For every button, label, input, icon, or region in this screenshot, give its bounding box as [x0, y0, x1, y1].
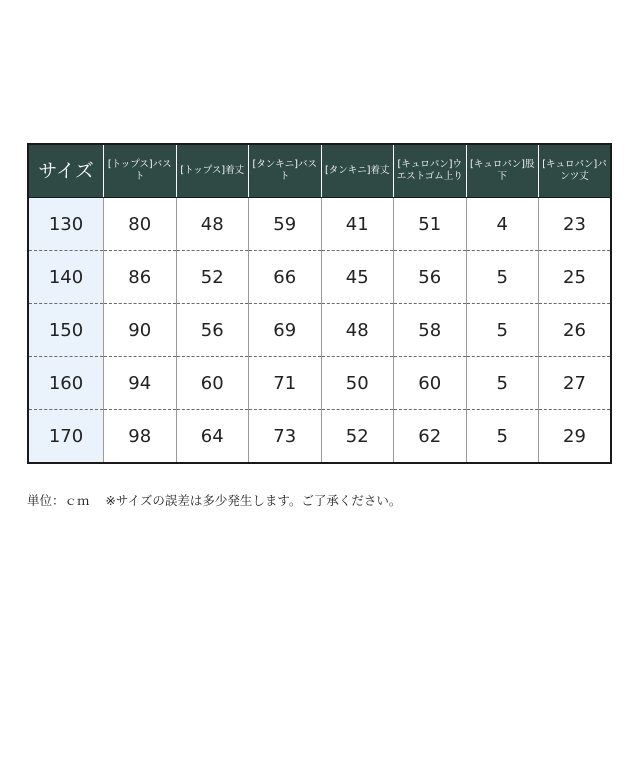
table-cell: 5 [466, 251, 539, 304]
header-row [28, 144, 611, 198]
header-culottes-waist: [キュロパン]ウエストゴム上り [394, 144, 467, 198]
table-cell: 4 [466, 198, 539, 251]
size-cell: 160 [28, 357, 104, 410]
table-cell: 48 [321, 304, 394, 357]
table-cell: 60 [176, 357, 249, 410]
header-tankini-length: [タンキニ]着丈 [321, 144, 394, 198]
table-cell: 27 [539, 357, 612, 410]
table-cell: 64 [176, 410, 249, 464]
table-cell: 56 [176, 304, 249, 357]
size-note [27, 491, 401, 509]
table-cell: 50 [321, 357, 394, 410]
table-cell: 29 [539, 410, 612, 464]
header-culottes-pants-length: [キュロパン]パンツ丈 [539, 144, 612, 198]
header-tankini-bust: [タンキニ]バスト [249, 144, 322, 198]
table-row [28, 357, 611, 410]
header-tops-length: [トップス]着丈 [176, 144, 249, 198]
table-cell: 23 [539, 198, 612, 251]
table-cell: 80 [104, 198, 177, 251]
table-cell: 73 [249, 410, 322, 464]
table-cell: 66 [249, 251, 322, 304]
table-cell: 25 [539, 251, 612, 304]
table-cell: 52 [321, 410, 394, 464]
header-culottes-inseam: [キュロパン]股下 [466, 144, 539, 198]
table-cell: 26 [539, 304, 612, 357]
size-cell: 130 [28, 198, 104, 251]
table-cell: 52 [176, 251, 249, 304]
table-cell: 90 [104, 304, 177, 357]
size-cell: 150 [28, 304, 104, 357]
table-cell: 5 [466, 410, 539, 464]
table-cell: 41 [321, 198, 394, 251]
table-cell: 51 [394, 198, 467, 251]
table-cell: 71 [249, 357, 322, 410]
table-cell: 62 [394, 410, 467, 464]
table-cell: 56 [394, 251, 467, 304]
table-cell: 69 [249, 304, 322, 357]
table-cell: 5 [466, 357, 539, 410]
size-cell: 140 [28, 251, 104, 304]
table-cell: 59 [249, 198, 322, 251]
table-cell: 60 [394, 357, 467, 410]
table-cell: 98 [104, 410, 177, 464]
table-cell: 48 [176, 198, 249, 251]
size-cell: 170 [28, 410, 104, 464]
size-disclaimer: ※サイズの誤差は多少発生します。ご了承ください。 [105, 493, 402, 508]
size-chart-table [27, 143, 612, 464]
table-cell: 94 [104, 357, 177, 410]
table-row [28, 304, 611, 357]
table-row [28, 198, 611, 251]
table-cell: 58 [394, 304, 467, 357]
header-tops-bust: [トップス]バスト [104, 144, 177, 198]
table-cell: 86 [104, 251, 177, 304]
unit-label: 単位：ｃｍ [27, 493, 90, 508]
table-row [28, 251, 611, 304]
header-size: サイズ [28, 144, 104, 198]
table-row [28, 410, 611, 464]
table-cell: 45 [321, 251, 394, 304]
table-cell: 5 [466, 304, 539, 357]
